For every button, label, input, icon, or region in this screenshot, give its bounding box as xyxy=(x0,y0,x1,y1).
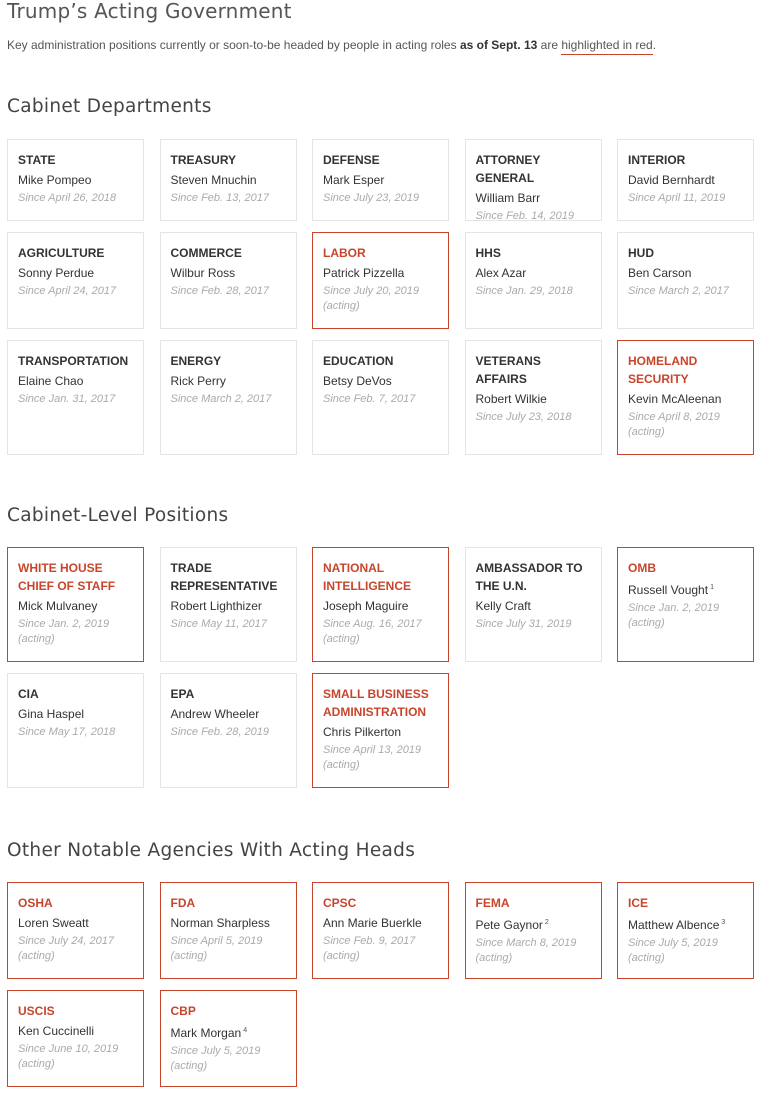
official-name-row xyxy=(628,914,743,934)
since-date: Since Jan. 29, 2018 xyxy=(475,285,573,297)
official-name-row xyxy=(323,171,438,189)
official-name: Pete Gaynor xyxy=(475,918,543,932)
since-date: Since Feb. 13, 2017 xyxy=(170,192,269,204)
acting-note: (acting) xyxy=(628,952,665,964)
position-title: COMMERCE xyxy=(170,246,242,260)
position-title: HUD xyxy=(628,246,654,260)
position-card-trade-representative xyxy=(160,547,297,662)
intro-mid: are xyxy=(537,38,562,52)
position-title: VETERANS AFFAIRS xyxy=(475,354,541,386)
since-date: Since March 2, 2017 xyxy=(170,393,272,405)
intro-date: as of Sept. 13 xyxy=(459,38,538,52)
position-card-national-intelligence xyxy=(312,547,449,662)
official-name-row xyxy=(18,914,133,932)
acting-note: (acting) xyxy=(323,950,360,962)
position-title: AGRICULTURE xyxy=(18,246,105,260)
section-title-cabinet-departments: Cabinet Departments xyxy=(7,96,212,117)
position-title: CBP xyxy=(170,1004,196,1018)
cabinet-departments-grid xyxy=(7,139,754,455)
official-name-row xyxy=(18,1022,133,1040)
acting-note: (acting) xyxy=(170,950,208,962)
position-title: CPSC xyxy=(323,896,357,910)
position-title: TRADE REPRESENTATIVE xyxy=(170,561,278,593)
official-name-row xyxy=(171,705,286,723)
intro-pre: Key administration positions currently or soon-to-be headed by people in acting roles xyxy=(7,38,460,52)
position-title: USCIS xyxy=(18,1004,55,1018)
since-date: Since July 5, 2019 xyxy=(628,937,718,949)
intro-text xyxy=(7,38,656,52)
position-title: HOMELAND SECURITY xyxy=(628,354,698,386)
position-title: CIA xyxy=(18,687,39,701)
official-name-row xyxy=(171,914,286,932)
official-name: Joseph Maguire xyxy=(323,599,409,613)
official-name: Mark Morgan xyxy=(170,1026,242,1040)
since-date: Since Feb. 7, 2017 xyxy=(323,393,416,405)
position-title: OSHA xyxy=(18,896,53,910)
official-name-row xyxy=(18,372,133,390)
position-card-fda xyxy=(160,882,297,979)
acting-note: (acting) xyxy=(170,1060,208,1072)
official-name-row xyxy=(18,597,133,615)
footnote-marker: 1 xyxy=(710,584,714,591)
official-name-row xyxy=(476,264,591,282)
other-agencies-grid xyxy=(7,882,754,1087)
acting-note: (acting) xyxy=(628,617,665,629)
position-card-cia xyxy=(7,673,144,788)
acting-note: (acting) xyxy=(323,759,360,771)
footnote-marker: 3 xyxy=(721,919,726,926)
position-card-commerce xyxy=(160,232,297,329)
official-name-row xyxy=(18,171,133,189)
footnote-marker: 2 xyxy=(544,919,549,926)
position-card-fema xyxy=(465,882,602,979)
official-name: Loren Sweatt xyxy=(18,916,89,930)
official-name-row xyxy=(323,723,438,741)
since-date: Since Jan. 2, 2019 xyxy=(18,618,110,630)
official-name-row xyxy=(323,372,438,390)
acting-note: (acting) xyxy=(628,426,665,438)
since-date: Since July 23, 2018 xyxy=(475,411,572,423)
official-name: Chris Pilkerton xyxy=(323,725,402,739)
since-date: Since April 11, 2019 xyxy=(628,192,726,204)
official-name-row xyxy=(476,914,591,934)
position-card-epa xyxy=(160,673,297,788)
position-card-veterans-affairs xyxy=(465,340,602,455)
acting-note: (acting) xyxy=(18,1058,55,1070)
since-date: Since May 11, 2017 xyxy=(170,618,267,630)
position-title: DEFENSE xyxy=(323,153,380,167)
position-title: SMALL BUSINESS ADMINISTRATION xyxy=(323,687,429,719)
official-name: Norman Sharpless xyxy=(170,916,270,930)
official-name-row xyxy=(476,597,591,615)
official-name: Elaine Chao xyxy=(18,374,84,388)
official-name-row xyxy=(628,579,743,599)
since-date: Since Feb. 9, 2017 xyxy=(323,935,416,947)
official-name: Russell Vought xyxy=(628,583,709,597)
intro-post: . xyxy=(652,38,657,52)
since-date: Since July 24, 2017 xyxy=(18,935,115,947)
official-name: Steven Mnuchin xyxy=(170,173,257,187)
section-title-other-agencies: Other Notable Agencies With Acting Heads xyxy=(7,840,416,861)
position-title: TRANSPORTATION xyxy=(18,354,129,368)
position-card-state xyxy=(7,139,144,221)
page-title: Trump’s Acting Government xyxy=(7,0,292,23)
position-title: STATE xyxy=(18,153,56,167)
position-title: INTERIOR xyxy=(628,153,686,167)
position-title: HHS xyxy=(475,246,501,260)
official-name: Sonny Perdue xyxy=(18,266,95,280)
acting-note: (acting) xyxy=(323,300,360,312)
official-name: Mike Pompeo xyxy=(18,173,92,187)
official-name: Matthew Albence xyxy=(628,918,720,932)
position-card-small-business-administration xyxy=(312,673,449,788)
position-title: ENERGY xyxy=(170,354,222,368)
position-card-osha xyxy=(7,882,144,979)
position-card-labor xyxy=(312,232,449,329)
since-date: Since March 2, 2017 xyxy=(628,285,729,297)
official-name-row xyxy=(476,390,591,408)
official-name-row xyxy=(171,372,286,390)
since-date: Since April 13, 2019 xyxy=(323,744,422,756)
official-name: Betsy DeVos xyxy=(323,374,392,388)
acting-note: (acting) xyxy=(475,952,513,964)
position-title: FDA xyxy=(170,896,196,910)
since-date: Since July 20, 2019 xyxy=(323,285,420,297)
position-card-education xyxy=(312,340,449,455)
official-name-row xyxy=(171,264,286,282)
position-card-white-house-chief-of-staff xyxy=(7,547,144,662)
official-name-row xyxy=(323,914,438,932)
official-name: Mark Esper xyxy=(323,173,385,187)
since-date: Since April 26, 2018 xyxy=(18,192,117,204)
footnote-marker: 4 xyxy=(243,1027,248,1034)
position-card-defense xyxy=(312,139,449,221)
official-name-row xyxy=(628,264,743,282)
official-name: Ann Marie Buerkle xyxy=(323,916,422,930)
position-card-energy xyxy=(160,340,297,455)
position-title: NATIONAL INTELLIGENCE xyxy=(323,561,412,593)
official-name-row xyxy=(628,171,743,189)
official-name-row xyxy=(323,597,438,615)
position-card-attorney-general xyxy=(465,139,602,221)
since-date: Since Jan. 31, 2017 xyxy=(18,393,116,405)
since-date: Since April 5, 2019 xyxy=(170,935,263,947)
position-title: LABOR xyxy=(323,246,366,260)
since-date: Since July 31, 2019 xyxy=(475,618,572,630)
since-date: Since April 8, 2019 xyxy=(628,411,720,423)
position-title: AMBASSADOR TO THE U.N. xyxy=(475,561,583,593)
acting-note: (acting) xyxy=(18,950,55,962)
position-card-treasury xyxy=(160,139,297,221)
official-name: Ken Cuccinelli xyxy=(18,1024,95,1038)
official-name: Alex Azar xyxy=(475,266,527,280)
acting-note: (acting) xyxy=(323,633,360,645)
official-name: Kelly Craft xyxy=(475,599,531,613)
since-date: Since March 8, 2019 xyxy=(475,937,577,949)
since-date: Since May 17, 2018 xyxy=(18,726,116,738)
position-card-hud xyxy=(617,232,754,329)
position-title: OMB xyxy=(628,561,656,575)
official-name: Mick Mulvaney xyxy=(18,599,98,613)
section-title-cabinet-level: Cabinet-Level Positions xyxy=(7,505,229,526)
position-card-cbp xyxy=(160,990,297,1087)
since-date: Since June 10, 2019 xyxy=(18,1043,119,1055)
position-title: WHITE HOUSE CHIEF OF STAFF xyxy=(18,561,116,593)
position-card-homeland-security xyxy=(617,340,754,455)
official-name: Rick Perry xyxy=(170,374,226,388)
position-title: EPA xyxy=(170,687,195,701)
since-date: Since July 5, 2019 xyxy=(170,1045,261,1057)
since-date: Since July 23, 2019 xyxy=(323,192,420,204)
official-name-row xyxy=(628,390,743,408)
official-name: Robert Wilkie xyxy=(475,392,547,406)
since-date: Since Feb. 28, 2019 xyxy=(170,726,269,738)
official-name: Patrick Pizzella xyxy=(323,266,405,280)
official-name-row xyxy=(476,189,591,207)
since-date: Since Feb. 28, 2017 xyxy=(170,285,269,297)
official-name: David Bernhardt xyxy=(628,173,715,187)
official-name: Robert Lighthizer xyxy=(170,599,262,613)
since-date: Since Jan. 2, 2019 xyxy=(628,602,720,614)
position-title: ICE xyxy=(628,896,649,910)
cabinet-level-grid xyxy=(7,547,754,788)
acting-note: (acting) xyxy=(18,633,55,645)
position-card-ice xyxy=(617,882,754,979)
official-name-row xyxy=(323,264,438,282)
position-card-ambassador-to-the-u-n xyxy=(465,547,602,662)
position-card-transportation xyxy=(7,340,144,455)
position-title: TREASURY xyxy=(170,153,237,167)
position-card-agriculture xyxy=(7,232,144,329)
official-name-row xyxy=(18,264,133,282)
official-name: Andrew Wheeler xyxy=(170,707,260,721)
position-title: EDUCATION xyxy=(323,354,394,368)
position-card-interior xyxy=(617,139,754,221)
official-name: Ben Carson xyxy=(628,266,692,280)
since-date: Since Aug. 16, 2017 xyxy=(323,618,422,630)
official-name-row xyxy=(18,705,133,723)
since-date: Since Feb. 14, 2019 xyxy=(475,210,574,222)
highlight-legend: highlighted in red xyxy=(561,38,652,55)
official-name: William Barr xyxy=(475,191,541,205)
official-name-row xyxy=(171,597,286,615)
official-name-row xyxy=(171,1022,286,1042)
official-name-row xyxy=(171,171,286,189)
position-card-uscis xyxy=(7,990,144,1087)
official-name: Wilbur Ross xyxy=(170,266,236,280)
position-card-hhs xyxy=(465,232,602,329)
position-title: ATTORNEY GENERAL xyxy=(475,153,541,185)
since-date: Since April 24, 2017 xyxy=(18,285,117,297)
official-name: Kevin McAleenan xyxy=(628,392,722,406)
position-title: FEMA xyxy=(475,896,510,910)
official-name: Gina Haspel xyxy=(18,707,85,721)
position-card-omb xyxy=(617,547,754,662)
position-card-cpsc xyxy=(312,882,449,979)
